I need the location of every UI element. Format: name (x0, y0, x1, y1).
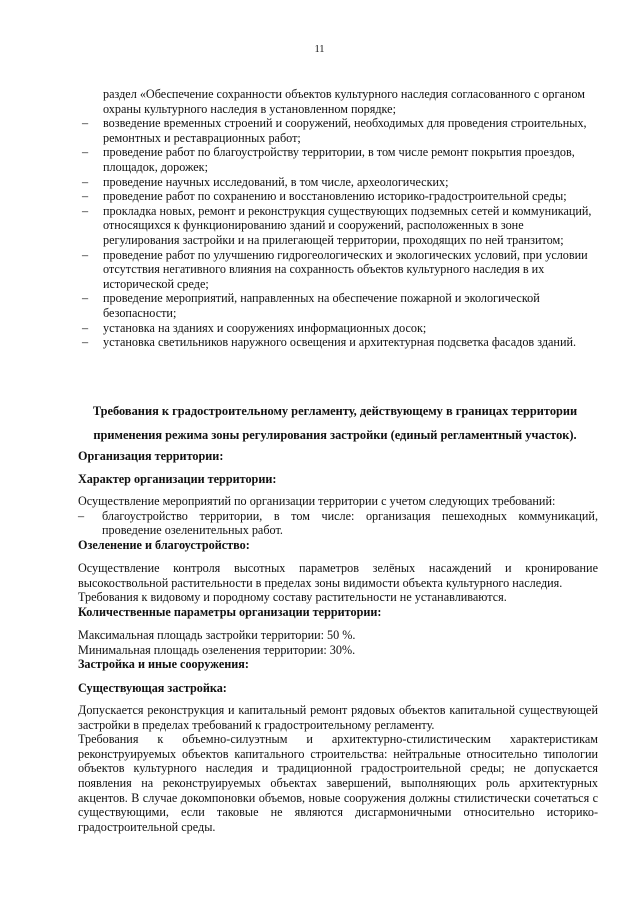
org-requirements-list (78, 509, 598, 538)
list-item-text: проведение работ по улучшению гидрогеологических и экологических условий, при условии отсутствия негативного влияния на сохранность объектов культурного наследия в их исторической среде; (103, 247, 588, 291)
dash-marker: – (82, 247, 89, 262)
works-list (82, 87, 598, 350)
list-item (82, 87, 598, 116)
list-item (82, 189, 598, 204)
dash-marker: – (82, 145, 89, 160)
section-heading-line-2: применения режима зоны регулирования застройки (единый регламентный участок). (93, 428, 577, 442)
list-item-text: установка светильников наружного освещения и архитектурная подсветка фасадов зданий. (103, 335, 577, 350)
greening-title: Озеленение и благоустройство: (78, 537, 250, 552)
build-title: Застройка и иные сооружения: (78, 657, 249, 672)
existing-paragraph-2: Требования к объемно-силуэтным и архитектурно-стилистическим характеристикам реконструируемых объектов капитального строительства: нейтральные относительно типологии объектов культурного наследия и традиционной градостроительной среды; не допускается появления на реконструируемых объектах завершений, выполняющих роль архитектурных акцентов. В случае докомпоновки объемов, новые сооружения должны стилистически сочетаться с существующими, если таковые не являются дисгармоничными относительно историко-градостроительной среды. (78, 732, 598, 834)
existing-block (78, 703, 598, 834)
dash-marker: – (82, 291, 89, 306)
existing-title: Существующая застройка: (78, 681, 227, 695)
greening-paragraph-2: Требования к видовому и породному составу растительности не устанавливаются. (78, 590, 507, 605)
section-heading-line-1: Требования к градостроительному регламенту, действующему в границах территории (92, 404, 578, 418)
list-item (82, 291, 598, 320)
dash-marker: – (82, 320, 89, 335)
existing-paragraph-1: Допускается реконструкция и капитальный ремонт рядовых объектов капитальной существующей застройки в пределах требований к градостроительному регламенту. (78, 703, 598, 732)
list-item-text: благоустройство территории, в том числе: организация пешеходных коммуникаций, проведение озеленительных работ. (102, 508, 598, 538)
dash-marker: – (82, 335, 89, 350)
list-item-text: возведение временных строений и сооружений, необходимых для проведения строительных, ремонтных и реставрационных работ; (103, 116, 587, 145)
dash-marker: – (82, 116, 89, 131)
list-item-text: установка на зданиях и сооружениях информационных досок; (103, 320, 427, 335)
dash-marker: – (82, 189, 89, 204)
dash-marker: – (82, 203, 89, 218)
greening-paragraph-1: Осуществление контроля высотных параметров зелёных насаждений и кронирование высокоствольной растительности в пределах зоны видимости объекта культурного наследия. (78, 561, 598, 590)
quant-title: Количественные параметры организации территории: (78, 604, 382, 619)
list-item-text: проведение мероприятий, направленных на обеспечение пожарной и экологической безопасности; (103, 291, 540, 320)
list-item (82, 335, 598, 350)
greening-block (78, 561, 598, 619)
list-item-text: раздел «Обеспечение сохранности объектов культурного наследия согласованного с органом охраны культурного наследия в установленном порядке; (103, 87, 585, 116)
dash-marker: – (82, 174, 89, 189)
quant-block (78, 628, 598, 672)
list-item (82, 116, 598, 145)
list-item (82, 204, 598, 248)
dash-marker: – (78, 508, 85, 523)
list-item (82, 175, 598, 190)
org-character-title: Характер организации территории: (78, 472, 277, 486)
list-item-text: проведение работ по благоустройству территории, в том числе ремонт покрытия проездов, площадок, дорожек; (103, 145, 575, 174)
list-item (78, 509, 598, 538)
org-territory-title: Организация территории: (78, 449, 224, 463)
list-item-text: проведение работ по сохранению и восстановлению историко-градостроительной среды; (103, 189, 567, 204)
list-item (82, 248, 598, 292)
quant-paragraph-2: Минимальная площадь озеленения территории: 30%. (78, 642, 356, 657)
list-item-text: прокладка новых, ремонт и реконструкция существующих подземных сетей и коммуникаций, относящихся к функционированию зданий и сооружений, расположенных в зоне регулирования застройки и на прилегающей территории, проходящих по ней транзитом; (103, 203, 592, 247)
list-item (82, 145, 598, 174)
org-intro: Осуществление мероприятий по организации территории с учетом следующих требований: (78, 494, 556, 508)
quant-paragraph-1: Максимальная площадь застройки территории: 50 %. (78, 628, 356, 642)
page-number: 11 (314, 44, 325, 55)
list-item (82, 321, 598, 336)
list-item-text: проведение научных исследований, в том числе, археологических; (103, 174, 449, 189)
org-requirements-block (78, 494, 598, 552)
